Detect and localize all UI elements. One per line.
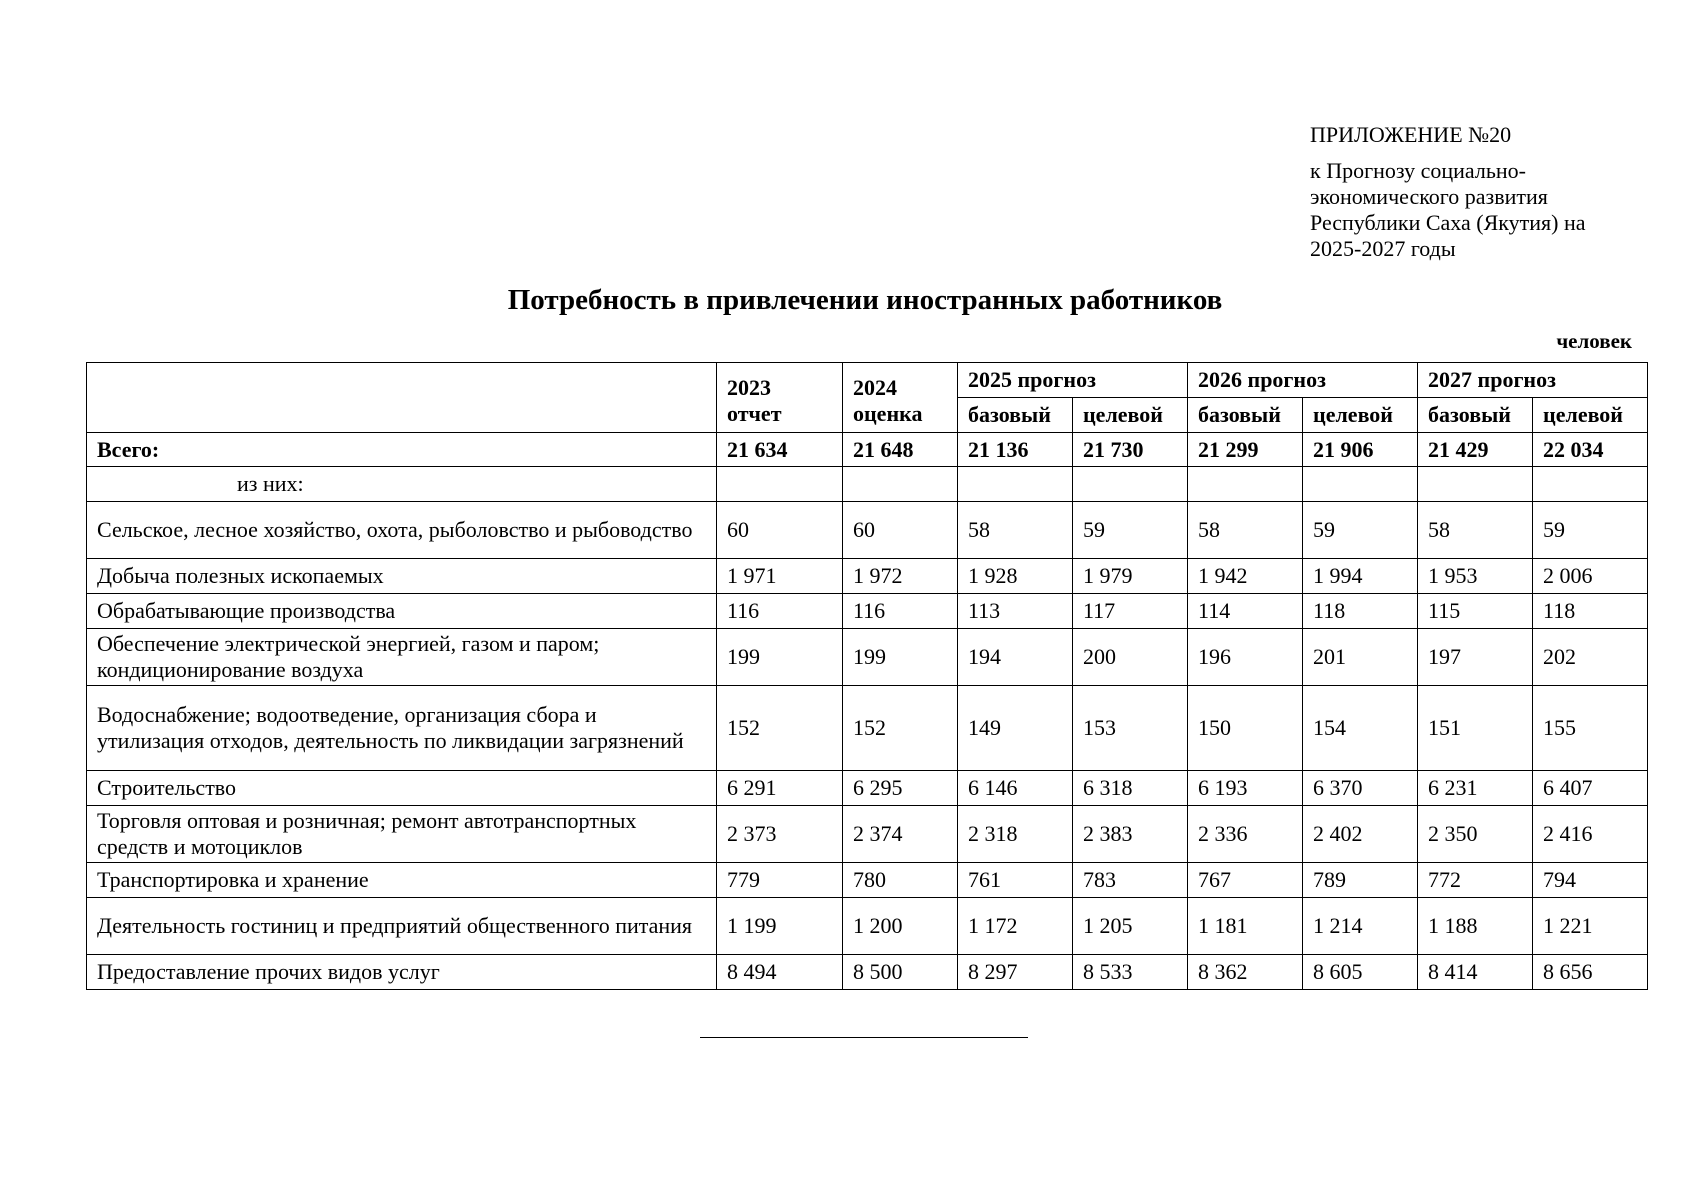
value-cell: 116: [843, 594, 958, 629]
empty-cell: [1418, 467, 1533, 502]
header-base: базовый: [958, 398, 1073, 433]
header-target: целевой: [1533, 398, 1648, 433]
appendix-line: 2025-2027 годы: [1310, 236, 1456, 261]
appendix-line: к Прогнозу социально-: [1310, 158, 1526, 183]
of-which-row: [87, 467, 1648, 502]
value-cell: 196: [1188, 629, 1303, 686]
value-cell: 8 362: [1188, 955, 1303, 990]
value-cell: 60: [717, 502, 843, 559]
value-cell: 151: [1418, 686, 1533, 771]
value-cell: 761: [958, 863, 1073, 898]
header-year: 2023: [727, 375, 771, 400]
table-row: [87, 686, 1648, 771]
value-cell: 8 605: [1303, 955, 1418, 990]
value-cell: 8 297: [958, 955, 1073, 990]
value-cell: 6 146: [958, 771, 1073, 806]
row-label: Торговля оптовая и розничная; ремонт автотранспортных средств и мотоциклов: [87, 806, 717, 863]
value-cell: 772: [1418, 863, 1533, 898]
header-indicator-cell: [87, 363, 717, 433]
value-cell: 1 214: [1303, 898, 1418, 955]
value-cell: 154: [1303, 686, 1418, 771]
value-cell: 2 416: [1533, 806, 1648, 863]
empty-cell: [1188, 467, 1303, 502]
value-cell: 59: [1533, 502, 1648, 559]
empty-cell: [1073, 467, 1188, 502]
total-cell: 21 299: [1188, 433, 1303, 467]
header-year-type: отчет: [727, 401, 782, 426]
value-cell: 113: [958, 594, 1073, 629]
value-cell: 202: [1533, 629, 1648, 686]
value-cell: 1 971: [717, 559, 843, 594]
value-cell: 6 318: [1073, 771, 1188, 806]
value-cell: 152: [717, 686, 843, 771]
value-cell: 58: [958, 502, 1073, 559]
total-row: [87, 433, 1648, 467]
value-cell: 1 942: [1188, 559, 1303, 594]
value-cell: 1 979: [1073, 559, 1188, 594]
row-label: Транспортировка и хранение: [87, 863, 717, 898]
total-cell: 21 906: [1303, 433, 1418, 467]
value-cell: 117: [1073, 594, 1188, 629]
value-cell: 199: [843, 629, 958, 686]
value-cell: 8 494: [717, 955, 843, 990]
value-cell: 1 172: [958, 898, 1073, 955]
value-cell: 1 972: [843, 559, 958, 594]
bottom-rule: [700, 1037, 1028, 1038]
appendix-block: [1310, 122, 1670, 262]
value-cell: 2 402: [1303, 806, 1418, 863]
value-cell: 59: [1073, 502, 1188, 559]
value-cell: 59: [1303, 502, 1418, 559]
value-cell: 767: [1188, 863, 1303, 898]
header-year-type: оценка: [853, 401, 923, 426]
table-row: [87, 502, 1648, 559]
value-cell: 1 205: [1073, 898, 1188, 955]
table-row: [87, 559, 1648, 594]
value-cell: 1 221: [1533, 898, 1648, 955]
value-cell: 1 928: [958, 559, 1073, 594]
value-cell: 6 231: [1418, 771, 1533, 806]
value-cell: 2 374: [843, 806, 958, 863]
row-label: Обеспечение электрической энергией, газом и паром; кондиционирование воздуха: [87, 629, 717, 686]
value-cell: 58: [1418, 502, 1533, 559]
table-row: [87, 863, 1648, 898]
row-label: Обрабатывающие производства: [87, 594, 717, 629]
row-label: Предоставление прочих видов услуг: [87, 955, 717, 990]
total-cell: 21 429: [1418, 433, 1533, 467]
value-cell: 118: [1533, 594, 1648, 629]
row-label: Водоснабжение; водоотведение, организация сбора и утилизация отходов, деятельность по ликвидации загрязнений: [87, 686, 717, 771]
of-which-label: из них:: [87, 467, 717, 502]
total-cell: 21 136: [958, 433, 1073, 467]
workers-table: [86, 362, 1648, 990]
header-forecast-2026: 2026 прогноз: [1188, 363, 1418, 398]
row-label: Деятельность гостиниц и предприятий общественного питания: [87, 898, 717, 955]
value-cell: 194: [958, 629, 1073, 686]
value-cell: 199: [717, 629, 843, 686]
value-cell: 8 533: [1073, 955, 1188, 990]
value-cell: 2 383: [1073, 806, 1188, 863]
value-cell: 794: [1533, 863, 1648, 898]
value-cell: 1 953: [1418, 559, 1533, 594]
header-year: 2024: [853, 375, 897, 400]
table-row: [87, 771, 1648, 806]
value-cell: 6 370: [1303, 771, 1418, 806]
header-target: целевой: [1303, 398, 1418, 433]
value-cell: 789: [1303, 863, 1418, 898]
header-base: базовый: [1418, 398, 1533, 433]
value-cell: 8 500: [843, 955, 958, 990]
value-cell: 6 193: [1188, 771, 1303, 806]
value-cell: 1 188: [1418, 898, 1533, 955]
value-cell: 779: [717, 863, 843, 898]
table-row: [87, 629, 1648, 686]
value-cell: 1 200: [843, 898, 958, 955]
value-cell: 783: [1073, 863, 1188, 898]
appendix-title: ПРИЛОЖЕНИЕ №20: [1310, 122, 1512, 147]
value-cell: 115: [1418, 594, 1533, 629]
value-cell: 780: [843, 863, 958, 898]
value-cell: 60: [843, 502, 958, 559]
value-cell: 6 407: [1533, 771, 1648, 806]
value-cell: 200: [1073, 629, 1188, 686]
value-cell: 6 295: [843, 771, 958, 806]
value-cell: 2 336: [1188, 806, 1303, 863]
value-cell: 116: [717, 594, 843, 629]
document-title: Потребность в привлечении иностранных работников: [507, 284, 1223, 316]
value-cell: 2 006: [1533, 559, 1648, 594]
total-cell: 21 730: [1073, 433, 1188, 467]
table-row: [87, 806, 1648, 863]
empty-cell: [1303, 467, 1418, 502]
total-cell: 22 034: [1533, 433, 1648, 467]
header-forecast-2025: 2025 прогноз: [958, 363, 1188, 398]
value-cell: 197: [1418, 629, 1533, 686]
value-cell: 2 318: [958, 806, 1073, 863]
header-target: целевой: [1073, 398, 1188, 433]
value-cell: 150: [1188, 686, 1303, 771]
value-cell: 8 656: [1533, 955, 1648, 990]
empty-cell: [843, 467, 958, 502]
row-label: Добыча полезных ископаемых: [87, 559, 717, 594]
value-cell: 58: [1188, 502, 1303, 559]
table-row: [87, 955, 1648, 990]
header-2024: [843, 363, 958, 433]
value-cell: 1 199: [717, 898, 843, 955]
value-cell: 2 350: [1418, 806, 1533, 863]
header-base: базовый: [1188, 398, 1303, 433]
value-cell: 149: [958, 686, 1073, 771]
header-forecast-2027: 2027 прогноз: [1418, 363, 1648, 398]
value-cell: 152: [843, 686, 958, 771]
value-cell: 8 414: [1418, 955, 1533, 990]
value-cell: 155: [1533, 686, 1648, 771]
empty-cell: [717, 467, 843, 502]
header-2023: [717, 363, 843, 433]
total-cell: 21 648: [843, 433, 958, 467]
empty-cell: [958, 467, 1073, 502]
value-cell: 1 181: [1188, 898, 1303, 955]
value-cell: 118: [1303, 594, 1418, 629]
row-label: Сельское, лесное хозяйство, охота, рыболовство и рыбоводство: [87, 502, 717, 559]
value-cell: 6 291: [717, 771, 843, 806]
appendix-line: Республики Саха (Якутия) на: [1310, 210, 1586, 235]
empty-cell: [1533, 467, 1648, 502]
value-cell: 153: [1073, 686, 1188, 771]
total-cell: 21 634: [717, 433, 843, 467]
table-body: [87, 433, 1648, 990]
unit-label: человек: [1556, 329, 1632, 353]
appendix-line: экономического развития: [1310, 184, 1548, 209]
row-label: Строительство: [87, 771, 717, 806]
total-label: Всего:: [87, 433, 717, 467]
table-row: [87, 898, 1648, 955]
value-cell: 114: [1188, 594, 1303, 629]
table-row: [87, 594, 1648, 629]
value-cell: 201: [1303, 629, 1418, 686]
value-cell: 2 373: [717, 806, 843, 863]
value-cell: 1 994: [1303, 559, 1418, 594]
